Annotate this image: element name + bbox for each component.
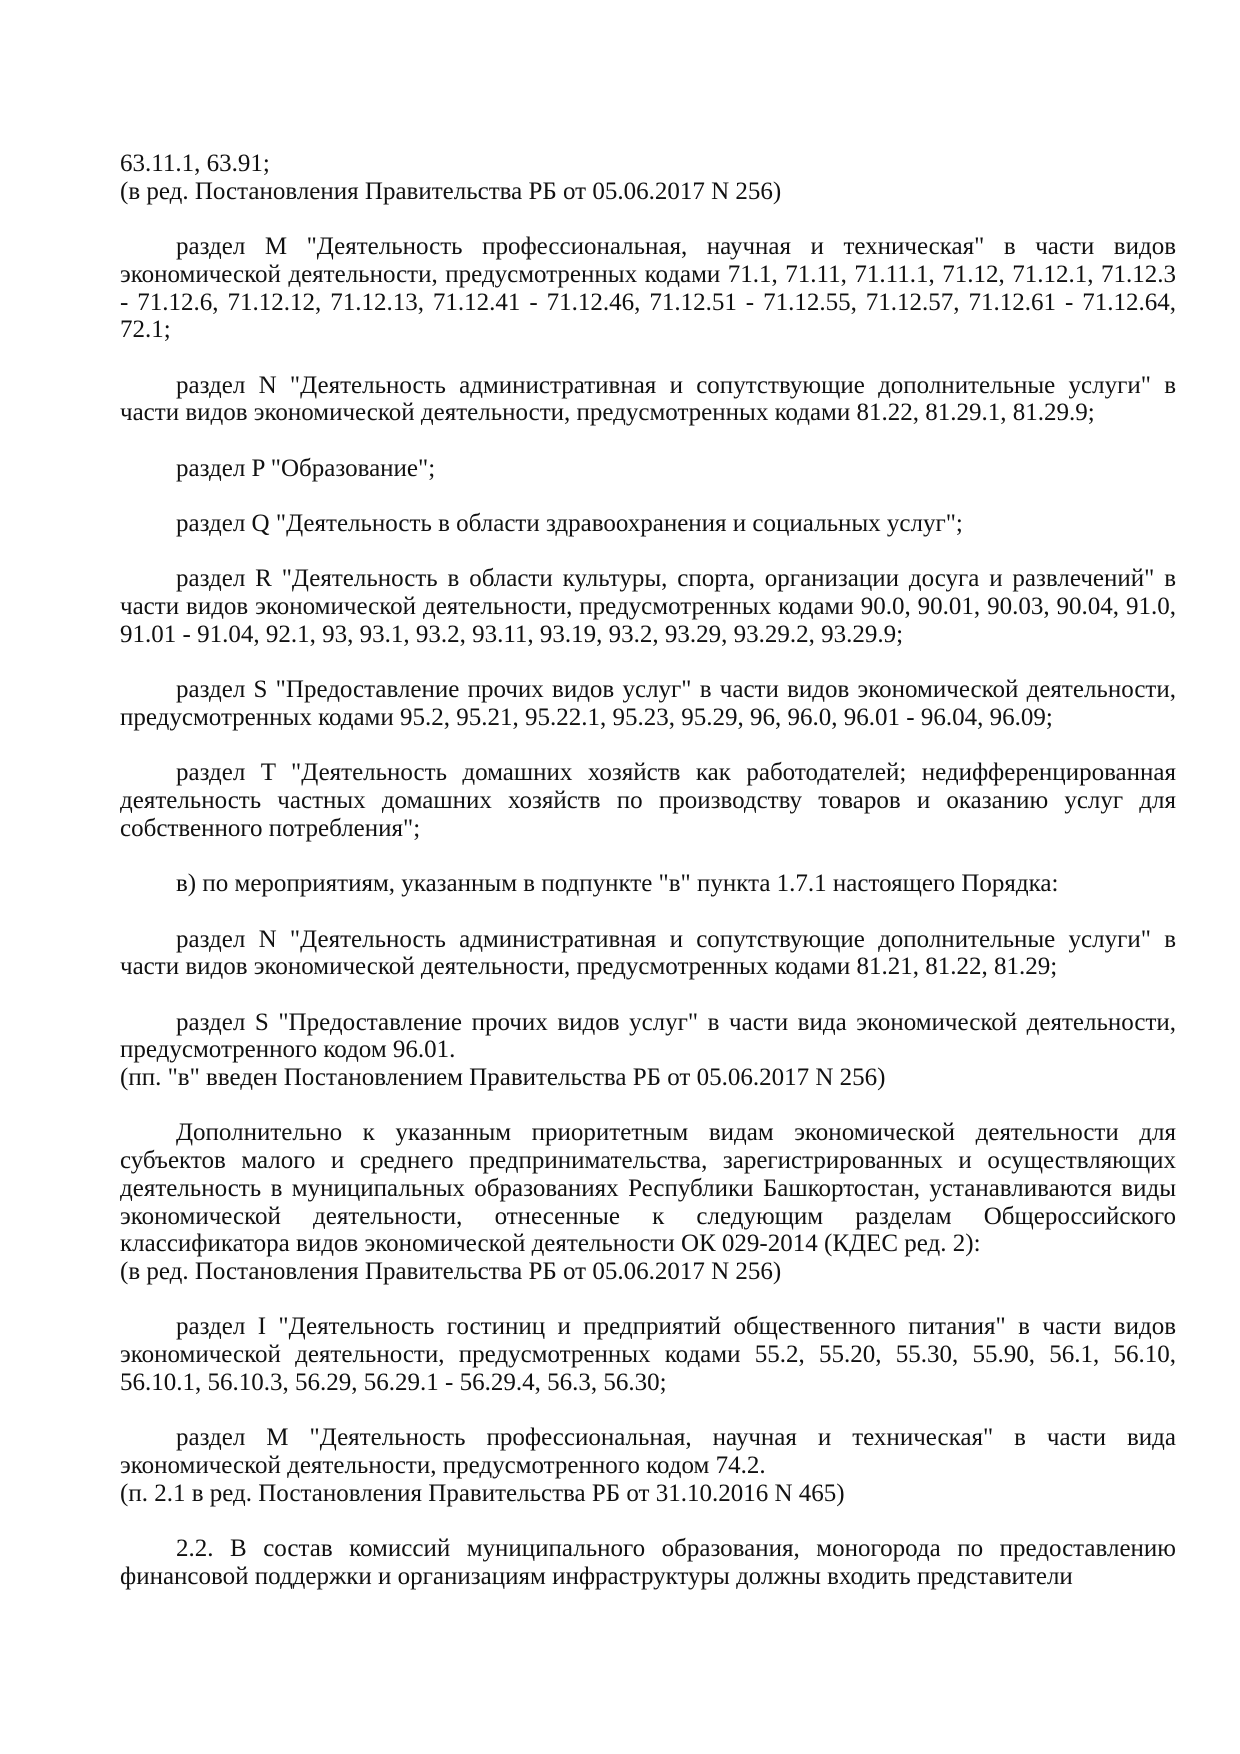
paragraph-section-m-extra [120, 1424, 1176, 1507]
paragraph-text: раздел Q "Деятельность в области здравоохранения и социальных услуг"; [176, 510, 963, 538]
paragraph-text: в) по мероприятиям, указанным в подпункте "в" пункта 1.7.1 настоящего Порядка: [176, 870, 1059, 898]
paragraph-section-p [120, 455, 1176, 483]
paragraph-text: раздел T "Деятельность домашних хозяйств как работодателей; недифференцированная деятельность частных домашних хозяйств по производству товаров и оказанию услуг для собственного потребления"; [120, 759, 1176, 842]
paragraph-section-n [120, 372, 1176, 427]
paragraph-section-s-subitem [120, 1009, 1176, 1092]
paragraph-section-r [120, 565, 1176, 648]
paragraph-subitem-v [120, 870, 1176, 898]
paragraph-text: раздел P "Образование"; [176, 454, 436, 482]
paragraph-additional-types [120, 1119, 1176, 1285]
amendment-note: (в ред. Постановления Правительства РБ от 05.06.2017 N 256) [120, 1257, 782, 1285]
paragraph-section-m-codes [120, 233, 1176, 344]
paragraph-text: 2.2. В состав комиссий муниципального образования, моногорода по предоставлению финансовой поддержки и организациям инфраструктуры должны входить представители [120, 1534, 1176, 1590]
paragraph-section-t [120, 759, 1176, 842]
paragraph-section-s [120, 676, 1176, 731]
paragraph-text: раздел S "Предоставление прочих видов услуг" в части видов экономической деятельности, предусмотренных кодами 95.2, 95.21, 95.22.1, 95.23, 95.29, 96, 96.0, 96.01 - 96.04, 96.09; [120, 676, 1176, 731]
paragraph-text: Дополнительно к указанным приоритетным видам экономической деятельности для субъектов малого и среднего предпринимательства, зарегистрированных и осуществляющих деятельность в муниципальных образованиях Республики Башкортостан, устанавливаются виды экономической деятельности, отнесенные к следующим разделам Общероссийского классификатора видов экономической деятельности ОК 029-2014 (КДЕС ред. 2): [120, 1119, 1176, 1258]
paragraph-2-2 [120, 1535, 1176, 1590]
paragraph-text: раздел N "Деятельность административная и сопутствующие дополнительные услуги" в части видов экономической деятельности, предусмотренных кодами 81.21, 81.22, 81.29; [120, 925, 1176, 981]
amendment-note: (пп. "в" введен Постановлением Правительства РБ от 05.06.2017 N 256) [120, 1064, 886, 1092]
continuation-block [120, 150, 1176, 205]
paragraph-text: раздел M "Деятельность профессиональная, научная и техническая" в части видов экономической деятельности, предусмотренных кодами 71.1, 71.11, 71.11.1, 71.12, 71.12.1, 71.12.3 - 71.12.6, 71.12.12, 71.12.13, 71.12.41 - 71.12.46, 71.12.51 - 71.12.55, 71.12.57, 71.12.61 - 71.12.64, 72.1; [120, 233, 1176, 344]
paragraph-text: раздел M "Деятельность профессиональная, научная и техническая" в части вида экономической деятельности, предусмотренного кодом 74.2. [120, 1424, 1176, 1479]
amendment-note: (в ред. Постановления Правительства РБ от 05.06.2017 N 256) [120, 177, 782, 205]
paragraph-section-q [120, 510, 1176, 538]
paragraph-section-i [120, 1313, 1176, 1396]
paragraph-text: раздел N "Деятельность административная и сопутствующие дополнительные услуги" в части видов экономической деятельности, предусмотренных кодами 81.22, 81.29.1, 81.29.9; [120, 371, 1176, 427]
amendment-note: (п. 2.1 в ред. Постановления Правительства РБ от 31.10.2016 N 465) [120, 1479, 845, 1507]
paragraph-section-n-subitem [120, 926, 1176, 981]
paragraph-text: раздел R "Деятельность в области культуры, спорта, организации досуга и развлечений" в части видов экономической деятельности, предусмотренных кодами 90.0, 90.01, 90.03, 90.04, 91.0, 91.01 - 91.04, 92.1, 93, 93.1, 93.2, 93.11, 93.19, 93.2, 93.29, 93.29.2, 93.29.9; [120, 565, 1176, 648]
paragraph-text: раздел I "Деятельность гостиниц и предприятий общественного питания" в части видов экономической деятельности, предусмотренных кодами 55.2, 55.20, 55.30, 55.90, 56.1, 56.10, 56.10.1, 56.10.3, 56.29, 56.29.1 - 56.29.4, 56.3, 56.30; [120, 1313, 1176, 1396]
continued-codes-line: 63.11.1, 63.91; [120, 150, 270, 177]
document-page [120, 150, 1176, 1590]
paragraph-text: раздел S "Предоставление прочих видов услуг" в части вида экономической деятельности, предусмотренного кодом 96.01. [120, 1008, 1176, 1064]
